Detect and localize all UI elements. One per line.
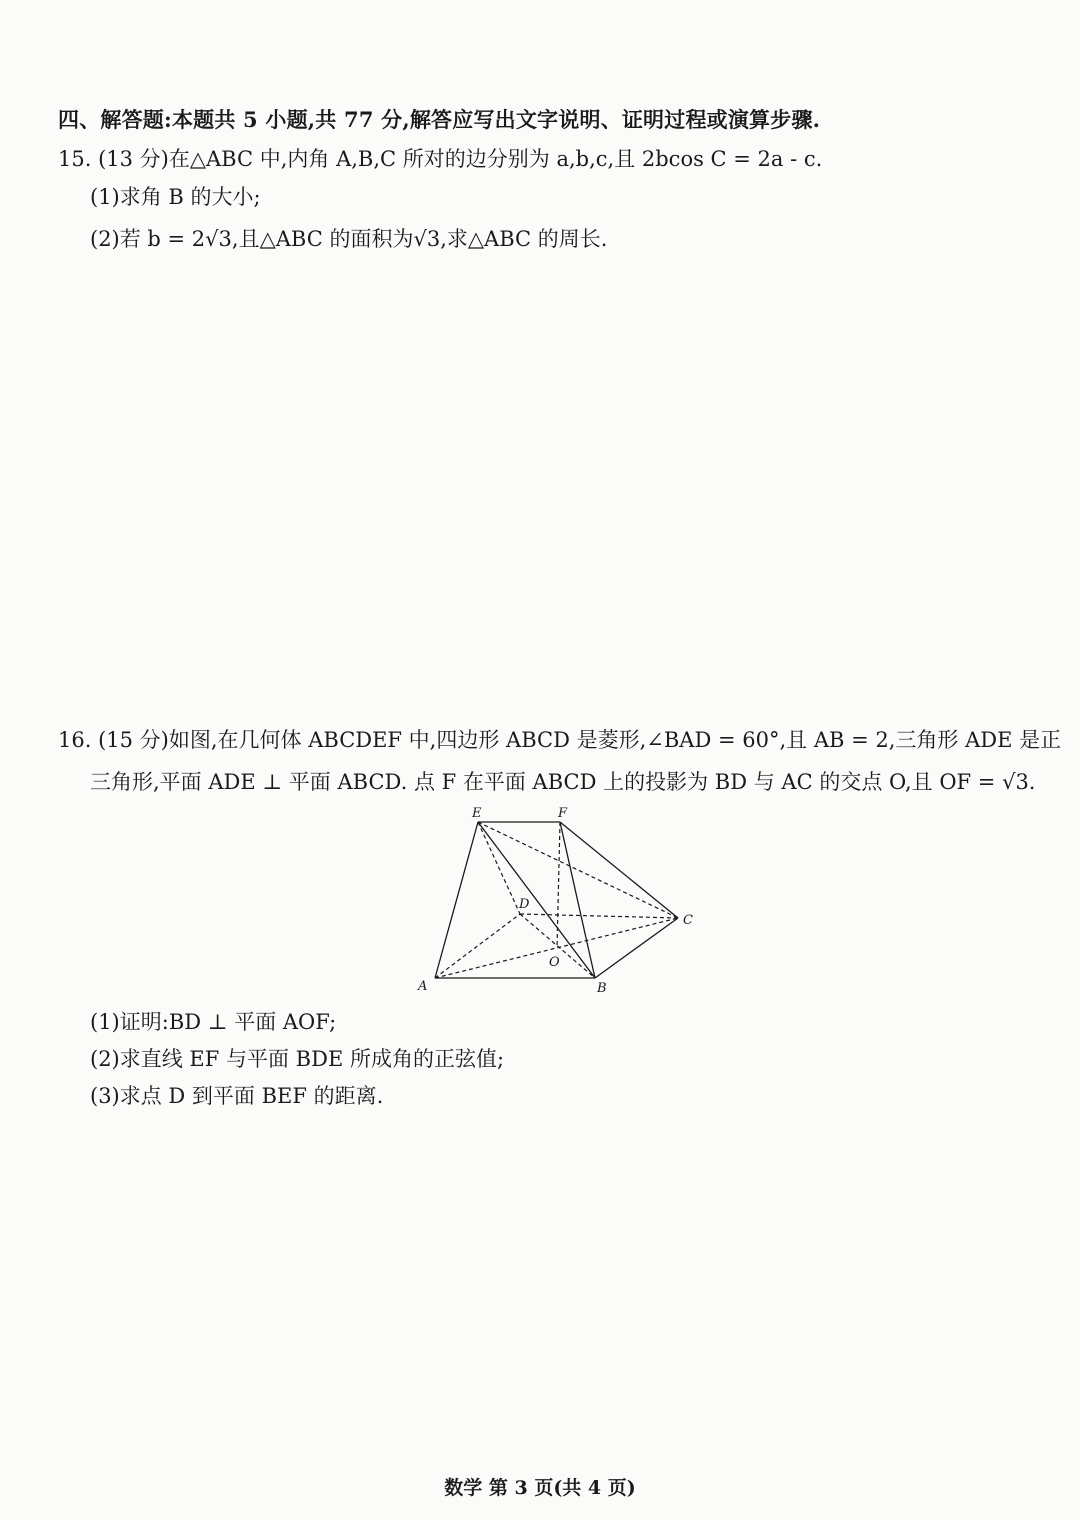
question-16-stem-line-2: 三角形,平面 ADE ⊥ 平面 ABCD. 点 F 在平面 ABCD 上的投影为 BD 与 AC 的交点 O,且 OF = √3.: [90, 770, 1036, 794]
question-15-part-2: (2)若 b = 2√3,且△ABC 的面积为√3,求△ABC 的周长.: [90, 227, 608, 251]
edge-ED: [478, 822, 520, 914]
question-16-stem-line-1: 16. (15 分)如图,在几何体 ABCDEF 中,四边形 ABCD 是菱形,∠BAD = 60°,且 AB = 2,三角形 ADE 是正: [58, 728, 1062, 752]
label-D: D: [519, 897, 530, 912]
label-C: C: [683, 913, 693, 928]
edge-BC: [595, 918, 678, 978]
label-O: O: [549, 955, 560, 970]
label-B: B: [597, 981, 607, 996]
label-F: F: [558, 806, 568, 821]
label-E: E: [472, 806, 482, 821]
question-16-part-1: (1)证明:BD ⊥ 平面 AOF;: [90, 1010, 337, 1034]
section-heading: 四、解答题:本题共 5 小题,共 77 分,解答应写出文字说明、证明过程或演算步骤.: [58, 107, 821, 132]
edge-EA: [435, 822, 478, 978]
question-15-stem: 15. (13 分)在△ABC 中,内角 A,B,C 所对的边分别为 a,b,c,且 2bcos C = 2a - c.: [58, 147, 823, 171]
question-16-part-3: (3)求点 D 到平面 BEF 的距离.: [90, 1084, 384, 1108]
edge-DC: [520, 914, 678, 918]
question-15-part-1: (1)求角 B 的大小;: [90, 185, 261, 209]
question-16-part-2: (2)求直线 EF 与平面 BDE 所成角的正弦值;: [90, 1047, 505, 1071]
edge-AD: [435, 914, 520, 978]
label-A: A: [418, 979, 428, 994]
geometry-figure: [410, 798, 710, 998]
page-footer: 数学 第 3 页(共 4 页): [444, 1477, 636, 1499]
